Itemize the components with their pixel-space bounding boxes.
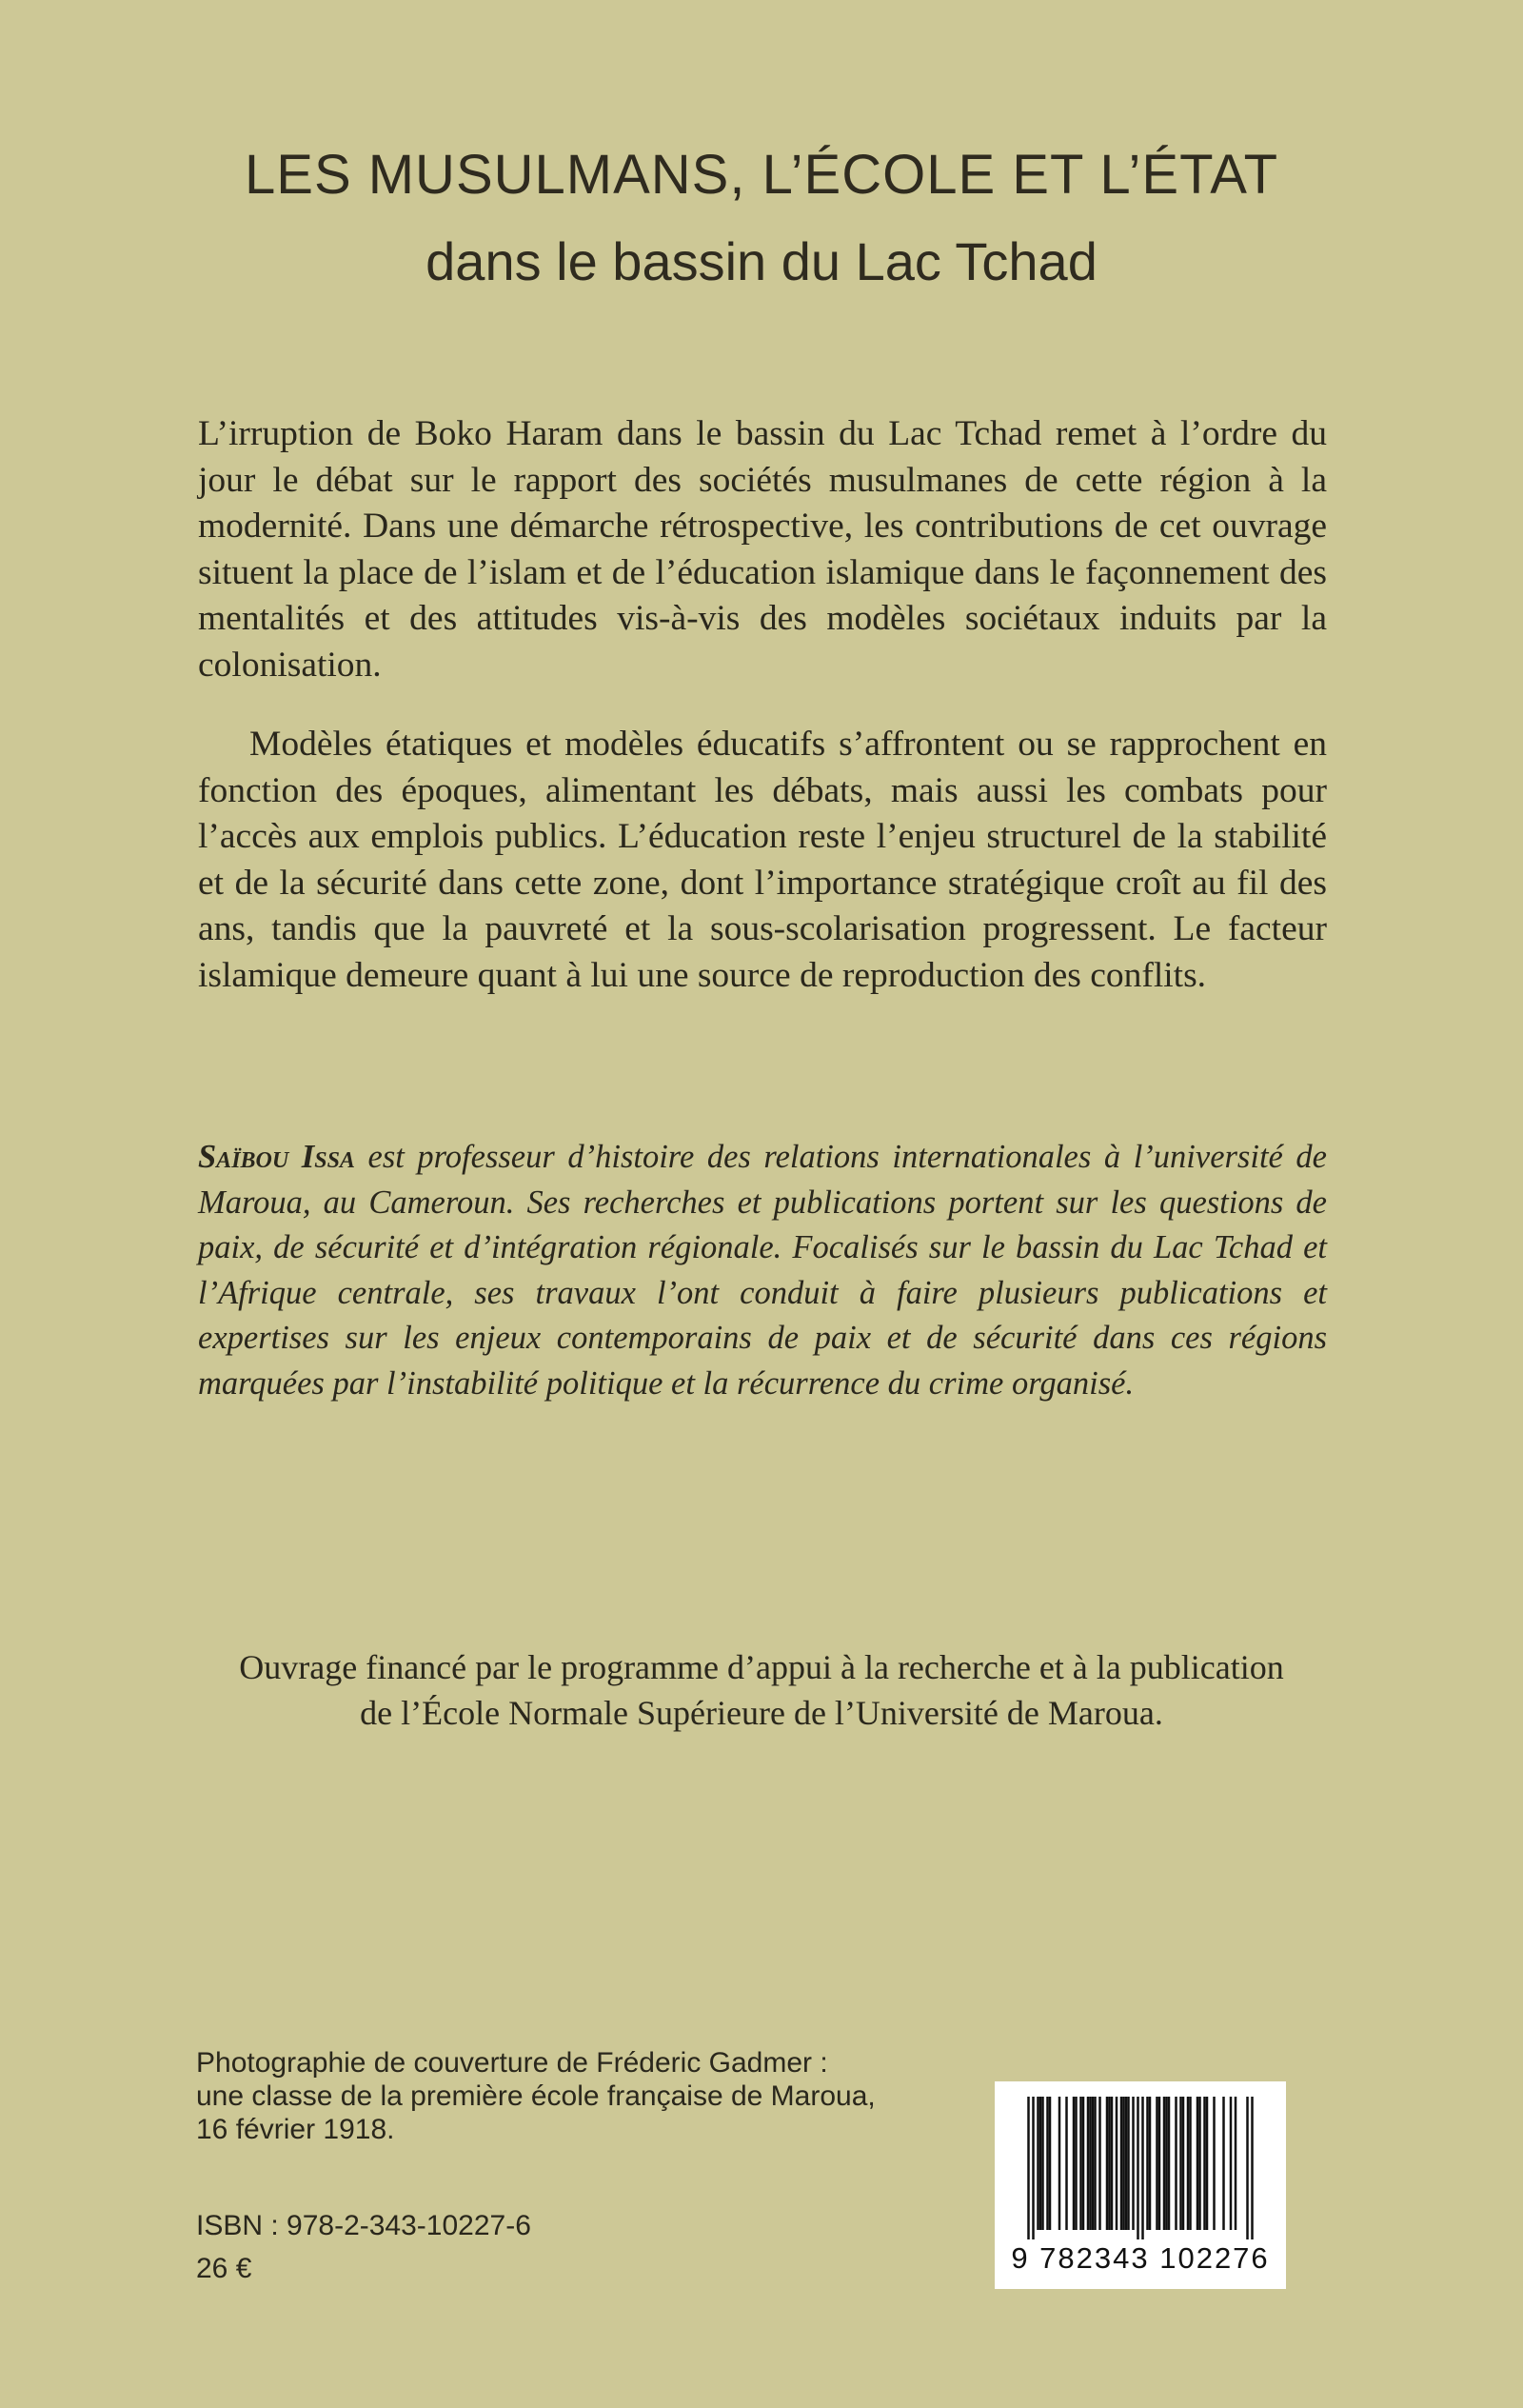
barcode-bar (1168, 2097, 1171, 2230)
author-biography-text: est professeur d’histoire des relations internationales à l’université de Maroua, au Cameroun. Ses recherches et publications portent sur les questions de paix, de sécurité et d’intégration régionale. Focalisés sur le bassin du Lac Tchad et l’Afrique centrale, ses travaux l’ont conduit à faire plusieurs publications et expertises sur les enjeux contemporains de paix et de sécurité dans ces régions marquées par l’instabilité politique et la récurrence du crime organisé. (198, 1139, 1327, 1402)
summary-paragraph-1: L’irruption de Boko Haram dans le bassin du Lac Tchad remet à l’ordre du jour le débat sur le rapport des sociétés musulmanes de cette région à la modernité. Dans une démarche rétrospective, les contributions de cet ouvrage situent la place de l’islam et de l’éducation islamique dans le façonnement des mentalités et des attitudes vis-à-vis des modèles sociétaux induits par la colonisation. (198, 414, 1327, 685)
photo-credit (196, 2046, 876, 2146)
barcode-bar (1041, 2097, 1044, 2230)
barcode-bar (1087, 2097, 1090, 2230)
barcode-guard-bar (1246, 2097, 1249, 2239)
barcode-bar (1132, 2097, 1135, 2230)
barcode-bar (1165, 2097, 1168, 2230)
funding-line-2: de l’École Normale Supérieure de l’Université de Maroua. (360, 1694, 1163, 1732)
barcode-digits: 9 782343 102276 (1011, 2241, 1270, 2275)
book-subtitle: dans le bassin du Lac Tchad (425, 231, 1098, 291)
barcode-bar (1149, 2097, 1152, 2230)
barcode-bar (1089, 2097, 1092, 2230)
barcode-bar (1046, 2097, 1049, 2230)
barcode-guard-bar (1137, 2097, 1139, 2239)
barcode-bar (1082, 2097, 1085, 2230)
photo-credit-line-2: une classe de la première école française de Maroua, (196, 2080, 876, 2112)
summary-paragraph-2: Modèles étatiques et modèles éducatifs s’affrontent ou se rapprochent en fonction des époques, alimentant les débats, mais aussi les combats pour l’accès aux emplois publics. L’éducation reste l’enjeu structurel de la stabilité et de la sécurité dans cette zone, dont l’importance stratégique croît au fil des ans, tandis que la pauvreté et la sous-scolarisation progressent. Le facteur islamique demeure quant à lui une source de reproduction des conflits. (198, 725, 1327, 995)
photo-credit-line-1: Photographie de couverture de Fréderic Gadmer : (196, 2047, 828, 2079)
funding-line-1: Ouvrage financé par le programme d’appui à la recherche et à la publication (239, 1648, 1284, 1686)
barcode-bar (1222, 2097, 1225, 2230)
barcode-bar (1197, 2097, 1199, 2230)
barcode-bar (1116, 2097, 1118, 2230)
barcode-bar (1094, 2097, 1097, 2230)
barcode-bar (1189, 2097, 1192, 2230)
barcode-bar (1111, 2097, 1114, 2230)
barcode-bar (1065, 2097, 1068, 2230)
barcode-bar (1206, 2097, 1209, 2230)
book-title: LES MUSULMANS, L’ÉCOLE ET L’ÉTAT (245, 144, 1278, 206)
barcode-bar (1125, 2097, 1128, 2230)
author-name: Saïbou Issa (198, 1139, 355, 1175)
barcode-bar (1079, 2097, 1082, 2230)
barcode-bar (1092, 2097, 1095, 2230)
barcode-bar (1203, 2097, 1206, 2230)
isbn: ISBN : 978-2-343-10227-6 (196, 2210, 531, 2241)
author-biography (198, 1135, 1327, 1406)
barcode-bar (1182, 2097, 1185, 2230)
barcode-bar (1158, 2097, 1161, 2230)
barcode-bar (1187, 2097, 1190, 2230)
barcode-guard-bar (1141, 2097, 1144, 2239)
barcode-bar (1098, 2097, 1101, 2230)
barcode-bar (1198, 2097, 1201, 2230)
barcode-bar (1039, 2097, 1042, 2230)
barcode-guard-bar (1251, 2097, 1254, 2239)
barcode-bar (1037, 2097, 1039, 2230)
barcode-bar (1156, 2097, 1158, 2230)
barcode-guard-bar (1027, 2097, 1030, 2239)
barcode (995, 2081, 1286, 2289)
funding-note (152, 1644, 1371, 1736)
barcode-bar (1049, 2097, 1052, 2230)
barcode-bar (1230, 2097, 1233, 2230)
photo-credit-line-3: 16 février 1918. (196, 2114, 395, 2145)
barcode-bar (1106, 2097, 1109, 2230)
barcode-bar (1108, 2097, 1111, 2230)
barcode-bar (1073, 2097, 1076, 2230)
barcode-bar (1213, 2097, 1216, 2230)
barcode-bars (995, 2081, 1286, 2243)
barcode-bar (1235, 2097, 1237, 2230)
barcode-bar (1120, 2097, 1123, 2230)
barcode-bar (1179, 2097, 1182, 2230)
barcode-bar (1127, 2097, 1130, 2230)
barcode-guard-bar (1032, 2097, 1035, 2239)
barcode-bar (1163, 2097, 1166, 2230)
price: 26 € (196, 2253, 252, 2284)
barcode-bar (1075, 2097, 1078, 2230)
barcode-bar (1146, 2097, 1149, 2230)
barcode-bar (1058, 2097, 1061, 2230)
barcode-bar (1175, 2097, 1177, 2230)
barcode-bar (1122, 2097, 1125, 2230)
